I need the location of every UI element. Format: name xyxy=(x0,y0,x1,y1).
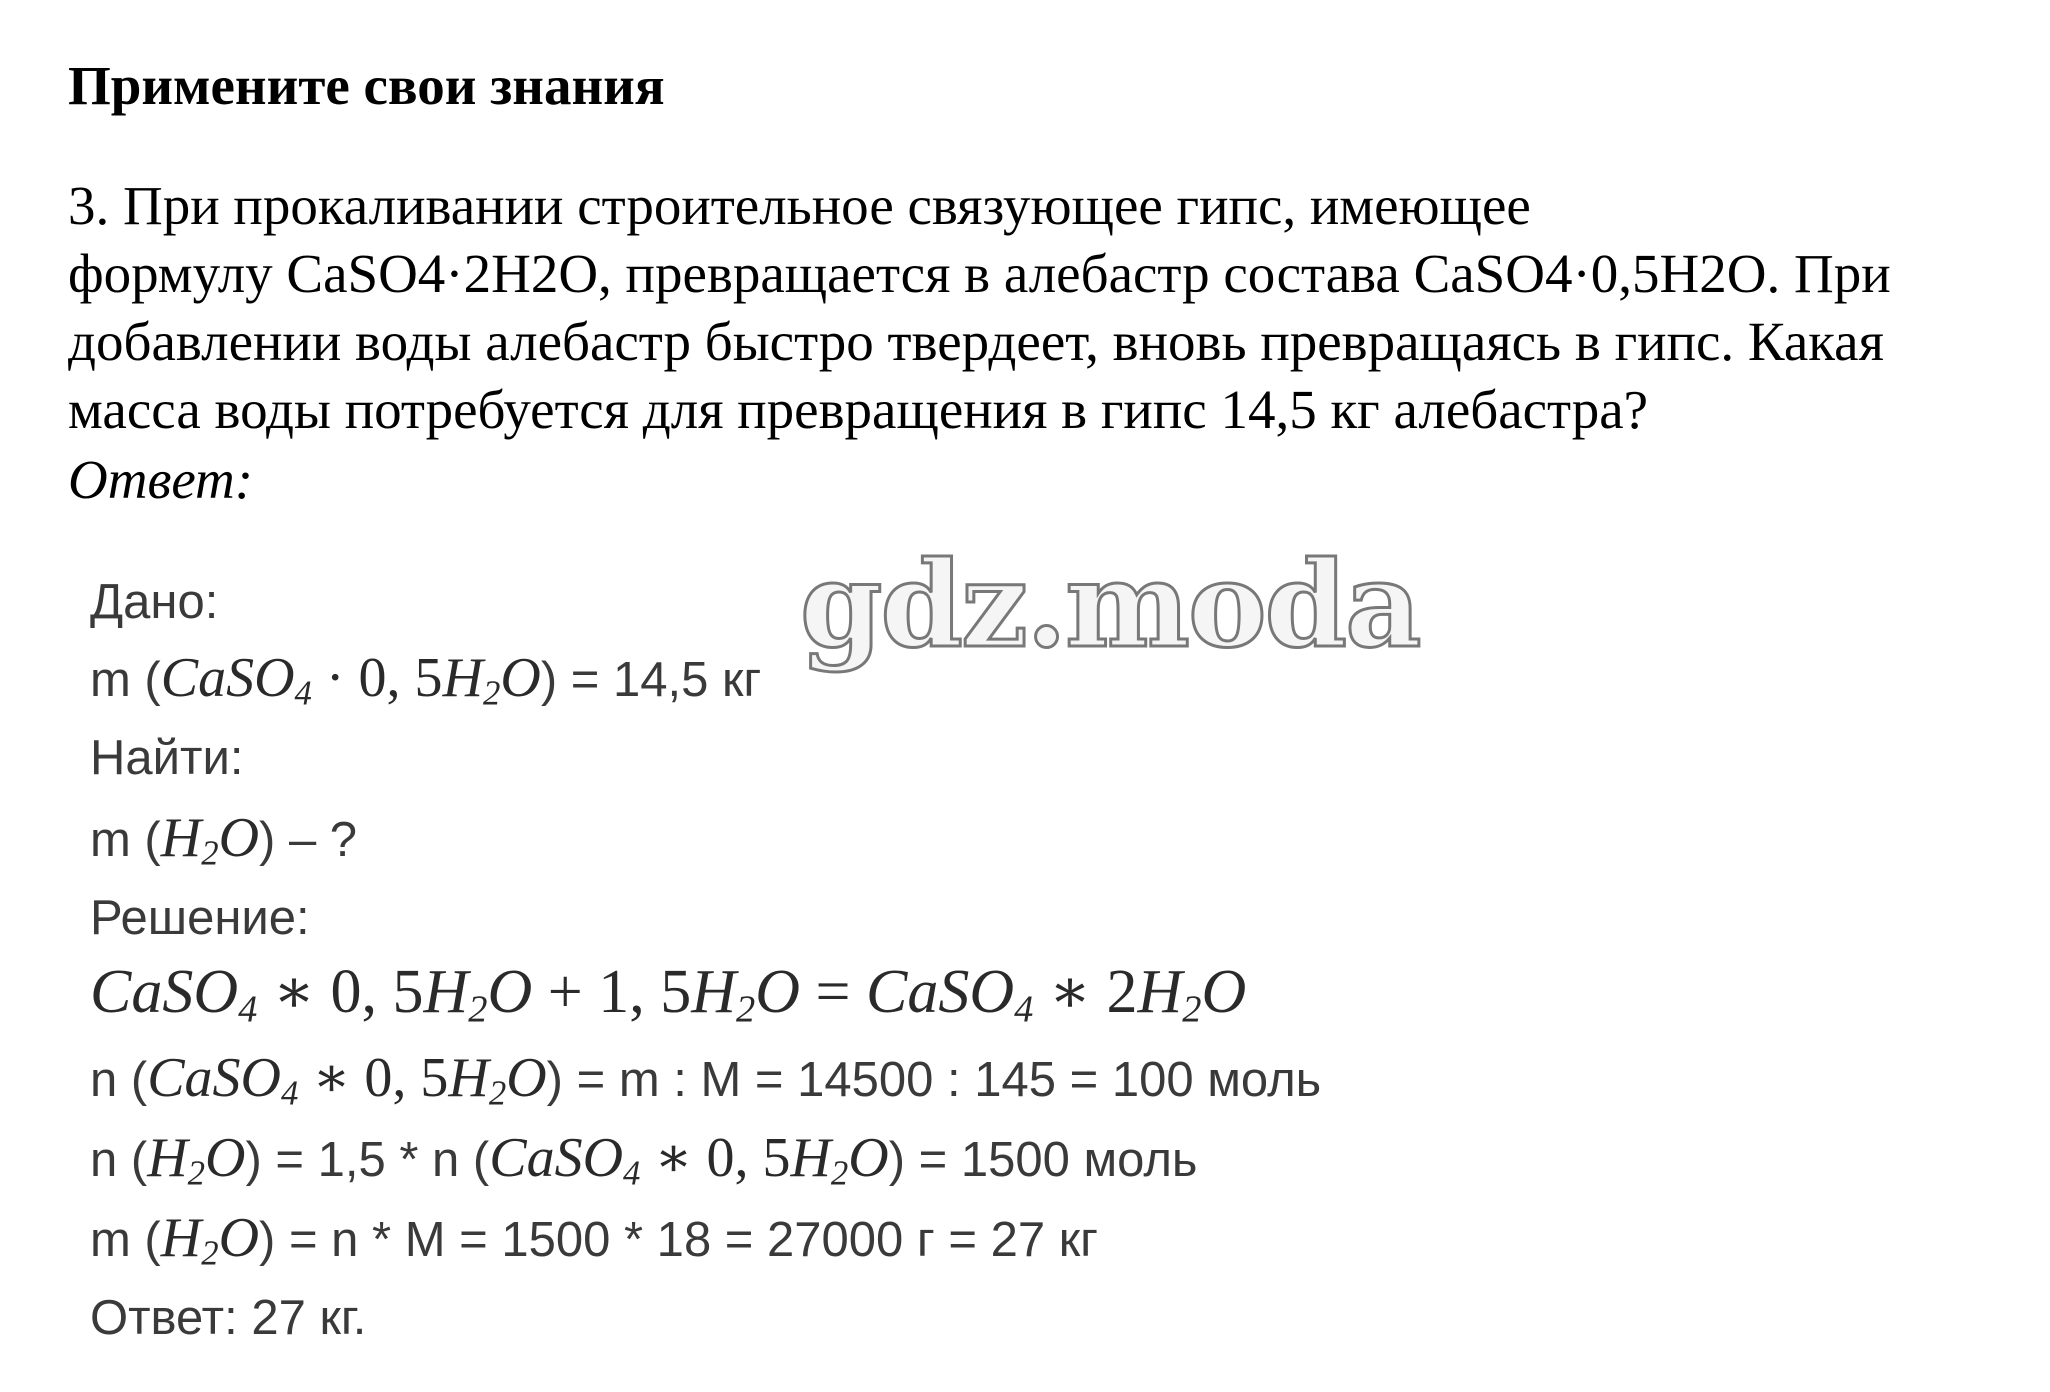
watermark-logo: gdz.moda xyxy=(800,535,1420,674)
given-label: Дано: xyxy=(90,575,219,629)
section-heading: Примените свои знания xyxy=(68,55,665,116)
moles-water-line: n $(H_2O) = 1,5 * n$ (CaSO$_4$ ∗ 0, $5H_2O) = 1500$ моль xyxy=(90,1127,1198,1193)
task-line-2: формулу CaSO4·2H2O, превращается в алебастр состава CaSO4·0,5H2O. При xyxy=(68,243,1891,304)
given-line: m (CaSO$_4$ · 0, $5H_2O) = 14,5$ кг xyxy=(90,647,762,713)
reaction-equation: CaSO$_4$ ∗ 0, $5H_2O + 1$, $5H_2O$ = CaSO$_4$ ∗ $2H_2O$ xyxy=(90,958,1247,1031)
find-line: m $(H_2O)$ – ? xyxy=(90,807,358,873)
solution-label: Решение: xyxy=(90,891,310,945)
answer-label: Ответ: xyxy=(68,449,254,510)
mass-water-line: m $(H_2O) = n * M = 1500 * 18 = 27000$ г = 27 кг xyxy=(90,1207,1099,1273)
moles-alabaster-line: n (CaSO$_4$ ∗ 0, $5H_2O) = m$ : M = 14500 : 145 = 100 моль xyxy=(90,1047,1322,1113)
task-line-4: масса воды потребуется для превращения в гипс 14,5 кг алебастра? xyxy=(68,379,1649,440)
task-line-1: 3. При прокаливании строительное связующее гипс, имеющее xyxy=(68,175,1531,236)
final-answer-line: Ответ: 27 кг. xyxy=(90,1291,367,1345)
find-label: Найти: xyxy=(90,731,244,785)
task-line-3: добавлении воды алебастр быстро твердеет, вновь превращаясь в гипс. Какая xyxy=(68,311,1884,372)
